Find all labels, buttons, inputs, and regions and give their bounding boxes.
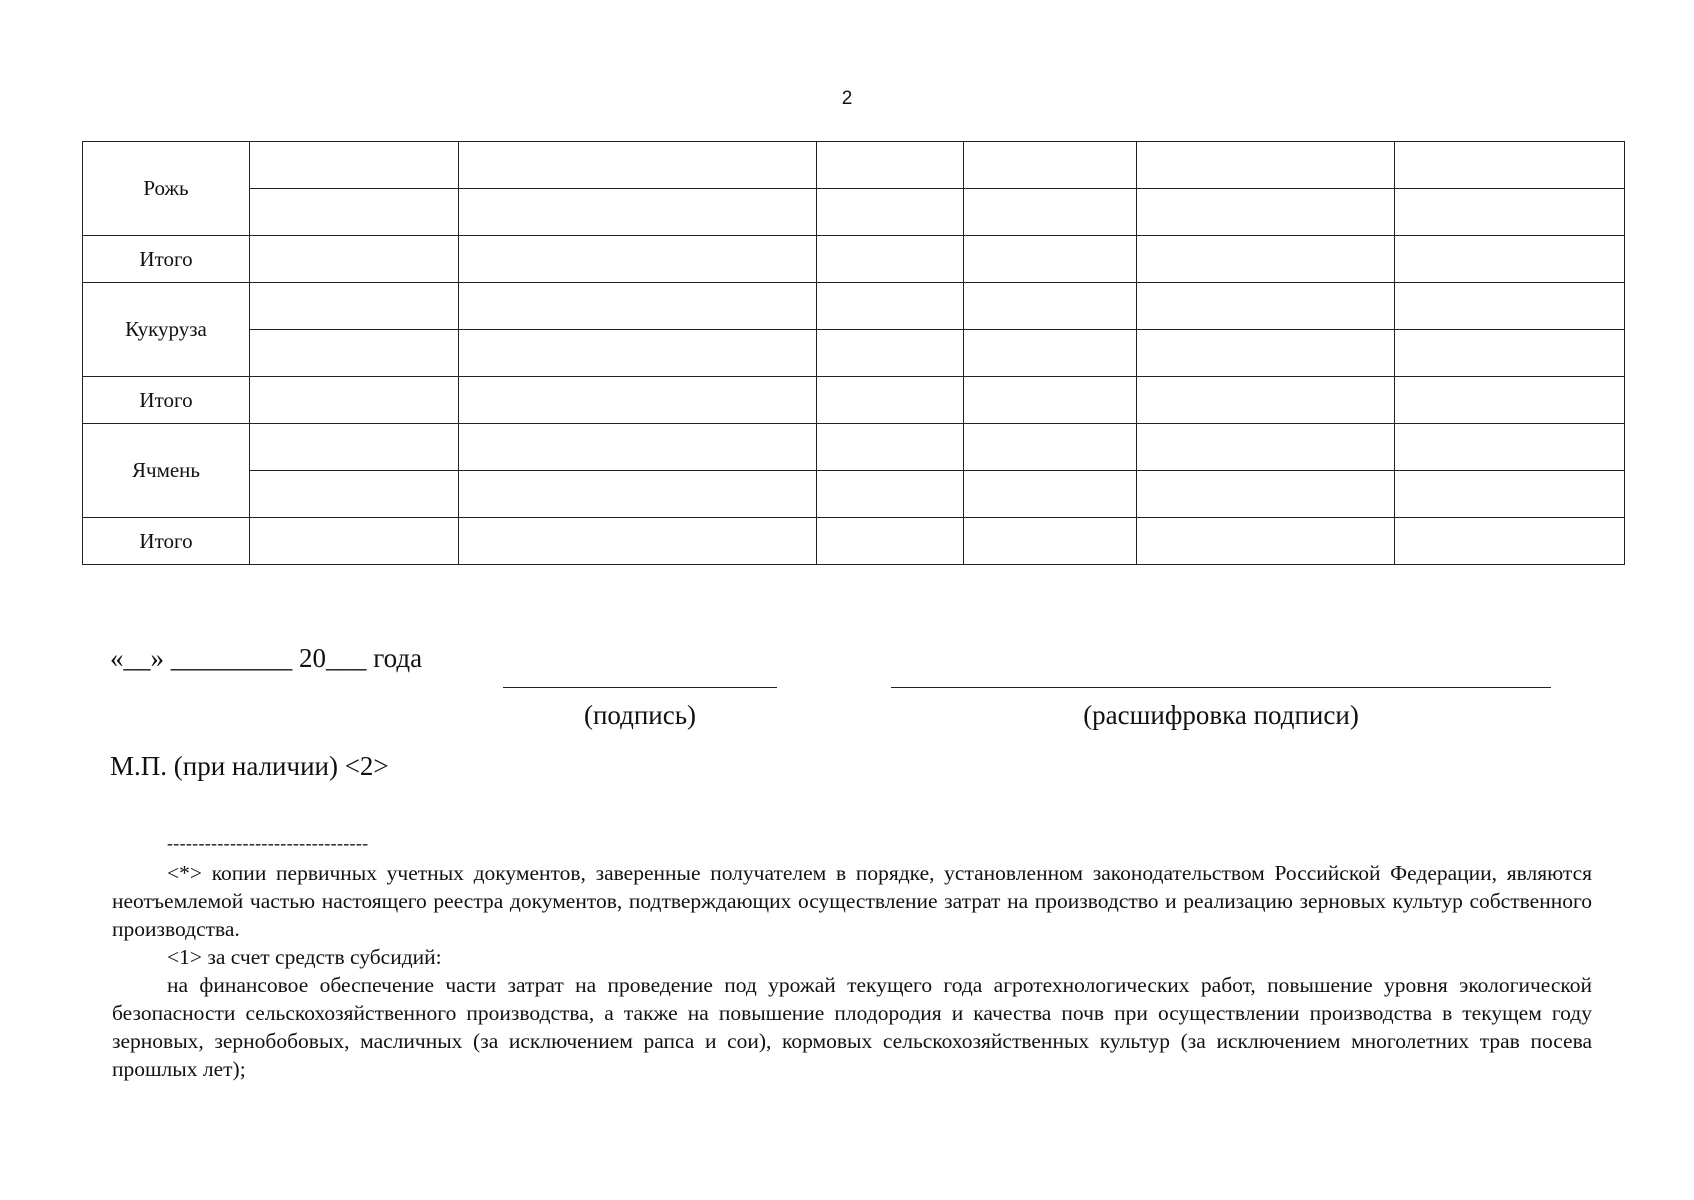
table-cell (964, 424, 1137, 471)
table-cell (964, 377, 1137, 424)
total-label-cell: Итого (83, 236, 250, 283)
table-cell (250, 236, 459, 283)
signature-decode-line (891, 687, 1551, 688)
table-cell (1395, 236, 1625, 283)
table-cell (459, 142, 817, 189)
footnotes (112, 859, 1592, 1083)
table-cell (1137, 283, 1395, 330)
footnote-separator: -------------------------------- (167, 833, 369, 853)
table-cell (817, 330, 964, 377)
table-cell (459, 330, 817, 377)
footnote-1-detail: на финансовое обеспечение части затрат на проведение под урожай текущего года агротехнологических работ, повышение уровня экологической безопасности сельскохозяйственного производства, а также на повышение плодородия и качества почв при осуществлении производства в текущем году зерновых, зернобобовых, масличных (за исключением рапса и сои), кормовых сельскохозяйственных культур (за исключением многолетних трав посева прошлых лет); (112, 973, 1592, 1081)
table-cell (250, 471, 459, 518)
table-cell (964, 471, 1137, 518)
table-cell (1395, 424, 1625, 471)
table-cell (1395, 330, 1625, 377)
table-cell (1137, 236, 1395, 283)
table-row (83, 189, 1625, 236)
crop-name-cell: Рожь (83, 142, 250, 236)
crop-name-cell: Кукуруза (83, 283, 250, 377)
table-cell (1137, 471, 1395, 518)
table-row (83, 424, 1625, 471)
table-cell (1137, 142, 1395, 189)
table-cell (250, 330, 459, 377)
footnote-asterisk: <*> копии первичных учетных документов, заверенные получателем в порядке, установленном законодательством Российской Федерации, являются неотъемлемой частью настоящего реестра документов, подтверждающих осуществление затрат на производство и реализацию зерновых культур собственного производства. (112, 861, 1592, 941)
table-cell (459, 471, 817, 518)
table-cell (1137, 377, 1395, 424)
table-cell (250, 189, 459, 236)
stamp-label: М.П. (при наличии) <2> (110, 751, 389, 781)
table-cell (1395, 283, 1625, 330)
table-cell (817, 424, 964, 471)
table-cell (817, 189, 964, 236)
table-cell (250, 142, 459, 189)
register-table (82, 141, 1625, 565)
table-cell (817, 377, 964, 424)
table-cell (250, 424, 459, 471)
table-cell (459, 377, 817, 424)
table-cell (459, 283, 817, 330)
table-cell (1137, 424, 1395, 471)
table-row (83, 330, 1625, 377)
signature-label: (подпись) (583, 700, 697, 730)
total-label-cell: Итого (83, 518, 250, 565)
table-cell (1395, 518, 1625, 565)
table-row (83, 283, 1625, 330)
table-row-total (83, 377, 1625, 424)
table-cell (964, 283, 1137, 330)
table-cell (964, 330, 1137, 377)
footnote-1: <1> за счет средств субсидий: (167, 945, 442, 969)
table-cell (459, 518, 817, 565)
table-cell (250, 283, 459, 330)
table-cell (817, 142, 964, 189)
table-cell (1395, 377, 1625, 424)
table-cell (1137, 330, 1395, 377)
table-cell (1137, 518, 1395, 565)
table-cell (1395, 471, 1625, 518)
table-cell (459, 424, 817, 471)
signature-line (503, 687, 777, 688)
table-row (83, 471, 1625, 518)
total-label-cell: Итого (83, 377, 250, 424)
date-line: «__» _________ 20___ года (110, 643, 423, 673)
table-cell (964, 236, 1137, 283)
table-cell (817, 236, 964, 283)
table-cell (964, 189, 1137, 236)
table-cell (459, 189, 817, 236)
table-cell (964, 142, 1137, 189)
table-cell (250, 518, 459, 565)
table-cell (1395, 189, 1625, 236)
table-cell (1395, 142, 1625, 189)
page-number: 2 (841, 88, 853, 109)
table-cell (817, 518, 964, 565)
table-cell (250, 377, 459, 424)
signature-decode-label: (расшифровка подписи) (1083, 700, 1359, 730)
table-cell (964, 518, 1137, 565)
table-cell (1137, 189, 1395, 236)
table-row-total (83, 236, 1625, 283)
table-row-total (83, 518, 1625, 565)
crop-name-cell: Ячмень (83, 424, 250, 518)
table-cell (459, 236, 817, 283)
table-row (83, 142, 1625, 189)
table-cell (817, 471, 964, 518)
table-cell (817, 283, 964, 330)
